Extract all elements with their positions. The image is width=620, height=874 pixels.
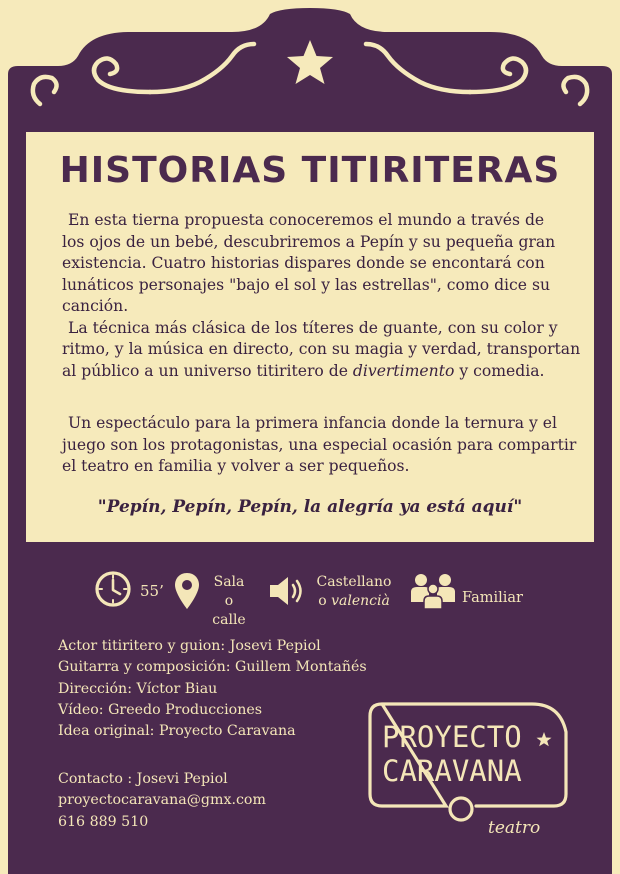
contact-email[interactable]: proyectocaravana@gmx.com [58, 792, 266, 809]
quote: "Pepín, Pepín, Pepín, la alegría ya está aquí" [97, 497, 523, 517]
paragraph-line: Un espectáculo para la primera infancia donde la ternura y el [68, 414, 558, 432]
contact-phone[interactable]: 616 889 510 [58, 813, 149, 830]
page-title: HISTORIAS TITIRITERAS [59, 150, 561, 191]
speaker-icon [268, 574, 308, 608]
paragraph-line: La técnica más clásica de los títeres de guante, con su color y [68, 318, 558, 337]
contact-block [58, 769, 266, 833]
paragraph-line: existencia. Cuatro historias dispares donde se encontará con [62, 254, 545, 272]
audience-label: Familiar [462, 590, 523, 606]
logo-text-proyecto: PROYECTO [382, 720, 522, 754]
family-icon [410, 572, 456, 610]
credits-list [58, 636, 367, 742]
paragraph-line: canción. [62, 297, 129, 315]
credit-line: Dirección: Víctor Biau [58, 680, 218, 697]
description-paragraph-2 [62, 413, 582, 478]
paragraph-line: lunáticos personajes "bajo el sol y las estrellas", como dice su [62, 275, 550, 294]
paragraph-line: ritmo, y la música en directo, con su magia y verdad, transportan [62, 340, 581, 358]
venue-label: Sala o calle [212, 574, 246, 628]
credit-line: Vídeo: Greedo Producciones [58, 701, 263, 718]
paragraph-line: En esta tierna propuesta conoceremos el mundo a través de [68, 211, 545, 229]
language-label: Castellano o valencià [316, 574, 392, 609]
credit-line: Guitarra y composición: Guillem Montañés [58, 659, 367, 676]
location-pin-icon [174, 572, 200, 610]
contact-label: Contacto : Josevi Pepiol [58, 771, 228, 787]
description-paragraph-1: En esta tierna propuesta conoceremos el mundo a través de los ojos de un bebé, descubriremos a Pepín y su pequeña gran existencia. Cuatro historias dispares donde se encontará con lunáticos personajes "bajo el sol y las estrellas", como dice su canción. La técnica más clásica de los títeres de guante, con su color y ritmo, y la música en directo, con su magia y verdad, transportan al público a un universo titiritero de divertimento y comedia. [62, 211, 581, 380]
credit-line: Actor titiritero y guion: Josevi Pepiol [58, 638, 321, 654]
credit-line: Idea original: Proyecto Caravana [58, 723, 296, 740]
paragraph-line: juego son los protagonistas, una especial ocasión para compartir [62, 435, 577, 454]
paragraph-line: los ojos de un bebé, descubriremos a Pepín y su pequeña gran [62, 232, 556, 251]
paragraph-line: el teatro en familia y volver a ser pequeños. [62, 457, 410, 475]
duration-label: 55’ [140, 582, 164, 600]
logo-text-teatro: teatro [488, 818, 541, 838]
clock-icon [94, 570, 132, 608]
logo-text-caravana: CARAVANA [382, 754, 522, 788]
